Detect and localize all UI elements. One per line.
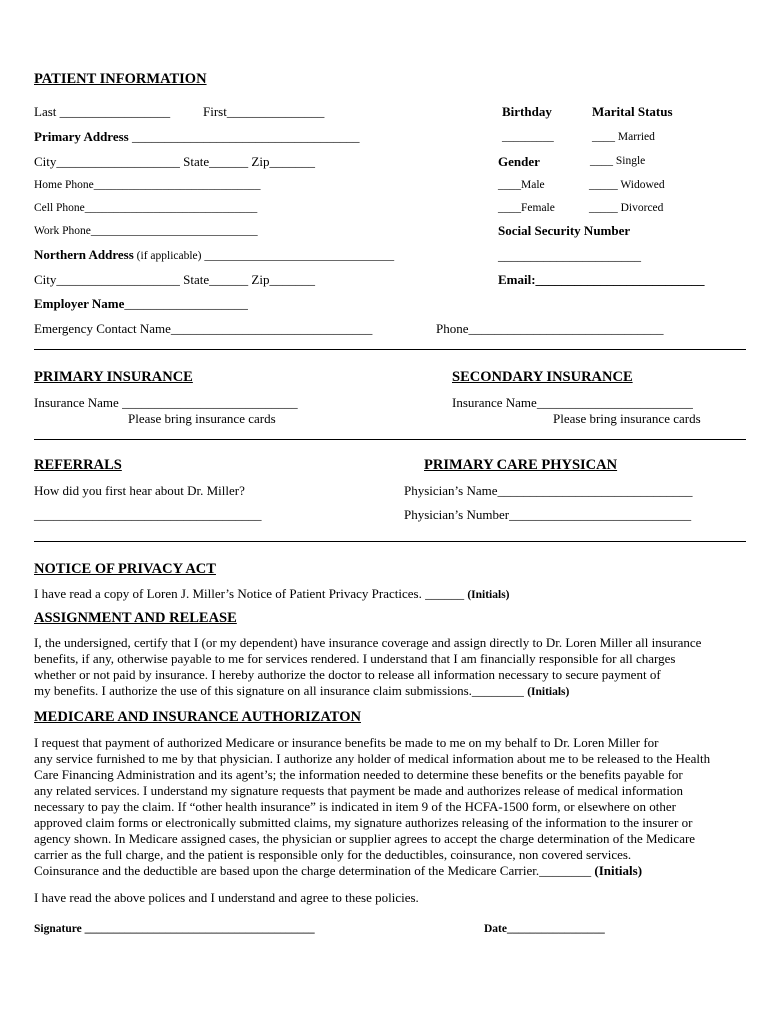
birthday-field[interactable]: _________ (502, 131, 554, 143)
medicare-line: approved claim forms or electronically submitted claims, my signature authorizes releasing of the information to the insurer or (34, 815, 693, 830)
medicare-line: any service furnished to me by that physician. I authorize any holder of medical information about me to be released to the Health (34, 751, 711, 766)
assignment-initials-label: (Initials) (527, 686, 570, 698)
medicare-line[interactable]: Coinsurance and the deductible are based upon the charge determination of the Medicare Carrier.________ (34, 863, 595, 878)
medicare-authorization-heading: MEDICARE AND INSURANCE AUTHORIZATON (34, 709, 361, 725)
patient-information-heading: PATIENT INFORMATION (34, 71, 207, 87)
secondary-insurance-heading: SECONDARY INSURANCE (452, 369, 633, 385)
northern-address-label: Northern Address (34, 247, 134, 262)
primary-insurance-note: Please bring insurance cards (128, 411, 276, 426)
assignment-paragraph (34, 635, 764, 700)
city-state-zip-field[interactable]: City___________________ State______ Zip_______ (34, 154, 315, 169)
medicare-line: Care Financing Administration and its agent’s; the information needed to determine these benefits or the benefits payable for (34, 767, 683, 782)
northern-address-line: (if applicable) _________________________________ (133, 250, 395, 262)
privacy-text: I have read a copy of Loren J. Miller’s Notice of Patient Privacy Practices. ______ (34, 586, 468, 601)
last-name-field[interactable]: Last _________________ (34, 104, 171, 119)
medicare-paragraph (34, 735, 764, 879)
assignment-line: whether or not paid by insurance. I hereby authorize the doctor to release all information necessary to secure payment of (34, 667, 661, 682)
emergency-contact-field[interactable]: Emergency Contact Name_______________________________ (34, 321, 373, 336)
northern-address-field[interactable] (34, 247, 394, 264)
assignment-line: I, the undersigned, certify that I (or my dependent) have insurance coverage and assign directly to Dr. Loren Miller all insurance (34, 635, 702, 650)
ssn-label: Social Security Number (498, 223, 631, 238)
email-field[interactable]: Email:__________________________ (498, 272, 705, 287)
primary-insurance-name-field[interactable]: Insurance Name ___________________________ (34, 395, 298, 410)
married-option[interactable]: ____ Married (592, 131, 655, 143)
employer-name-field[interactable] (34, 296, 248, 311)
employer-name-label: Employer Name (34, 296, 125, 311)
section-divider (34, 541, 746, 542)
medicare-initials-label: (Initials) (594, 863, 643, 878)
secondary-insurance-note: Please bring insurance cards (553, 411, 701, 426)
referrals-heading: REFERRALS (34, 457, 122, 473)
ssn-field[interactable]: ______________________ (498, 248, 641, 263)
secondary-insurance-name-field[interactable]: Insurance Name________________________ (452, 395, 693, 410)
signature-field[interactable]: Signature ________________________________________ (34, 923, 315, 935)
marital-status-label: Marital Status (592, 104, 673, 119)
agreement-statement: I have read the above polices and I understand and agree to these policies. (34, 890, 419, 905)
widowed-option[interactable]: _____ Widowed (589, 179, 665, 191)
medicare-line: carrier as the full charge, and the patient is responsible only for the deductibles, coinsurance, non covered services. (34, 847, 632, 862)
referral-answer-field[interactable]: ___________________________________ (34, 507, 262, 522)
female-option[interactable]: ____Female (498, 202, 555, 214)
medicare-line: I request that payment of authorized Medicare or insurance benefits be made to me on my behalf to Dr. Loren Miller for (34, 735, 659, 750)
privacy-acknowledgement[interactable] (34, 586, 510, 603)
primary-care-physician-heading: PRIMARY CARE PHYSICAN (424, 457, 618, 473)
emergency-phone-field[interactable]: Phone______________________________ (436, 321, 664, 336)
cell-phone-field[interactable]: Cell Phone______________________________ (34, 202, 258, 214)
primary-insurance-heading: PRIMARY INSURANCE (34, 369, 193, 385)
male-option[interactable]: ____Male (498, 179, 545, 191)
employer-name-line: ___________________ (124, 296, 248, 311)
date-field[interactable]: Date_________________ (484, 923, 605, 935)
physician-number-field[interactable]: Physician’s Number____________________________ (404, 507, 692, 522)
gender-label: Gender (498, 154, 540, 169)
privacy-initials-label: (Initials) (467, 589, 510, 601)
medicare-line: agency shown. In Medicare assigned cases, the physician or supplier agrees to accept the charge determination of the Medicare (34, 831, 696, 846)
divorced-option[interactable]: _____ Divorced (589, 202, 664, 214)
assignment-line: benefits, if any, otherwise payable to me for services rendered. I understand that I am financially responsible for all charges (34, 651, 676, 666)
single-option[interactable]: ____ Single (590, 155, 646, 167)
primary-address-field[interactable] (34, 129, 359, 144)
birthday-label: Birthday (502, 104, 552, 119)
medicare-line: necessary to pay the claim. If “other health insurance” is indicated in item 9 of the HCFA-1500 form, or elsewhere on other (34, 799, 676, 814)
assignment-line[interactable]: my benefits. I authorize the use of this signature on all insurance claim submissions.________ (34, 683, 528, 698)
referral-question: How did you first hear about Dr. Miller? (34, 483, 245, 498)
privacy-act-heading: NOTICE OF PRIVACY ACT (34, 561, 216, 577)
section-divider (34, 349, 746, 350)
primary-address-label: Primary Address (34, 129, 129, 144)
primary-address-line: ___________________________________ (128, 129, 360, 144)
medicare-line: any related services. I understand my signature requests that payment be made and authorizes release of medical information (34, 783, 684, 798)
assignment-release-heading: ASSIGNMENT AND RELEASE (34, 610, 237, 626)
physician-name-field[interactable]: Physician’s Name______________________________ (404, 483, 693, 498)
first-name-field[interactable]: First_______________ (203, 104, 325, 119)
northern-city-state-zip-field[interactable]: City___________________ State______ Zip_______ (34, 272, 315, 287)
work-phone-field[interactable]: Work Phone_____________________________ (34, 225, 258, 237)
section-divider (34, 439, 746, 440)
home-phone-field[interactable]: Home Phone_____________________________ (34, 179, 261, 191)
